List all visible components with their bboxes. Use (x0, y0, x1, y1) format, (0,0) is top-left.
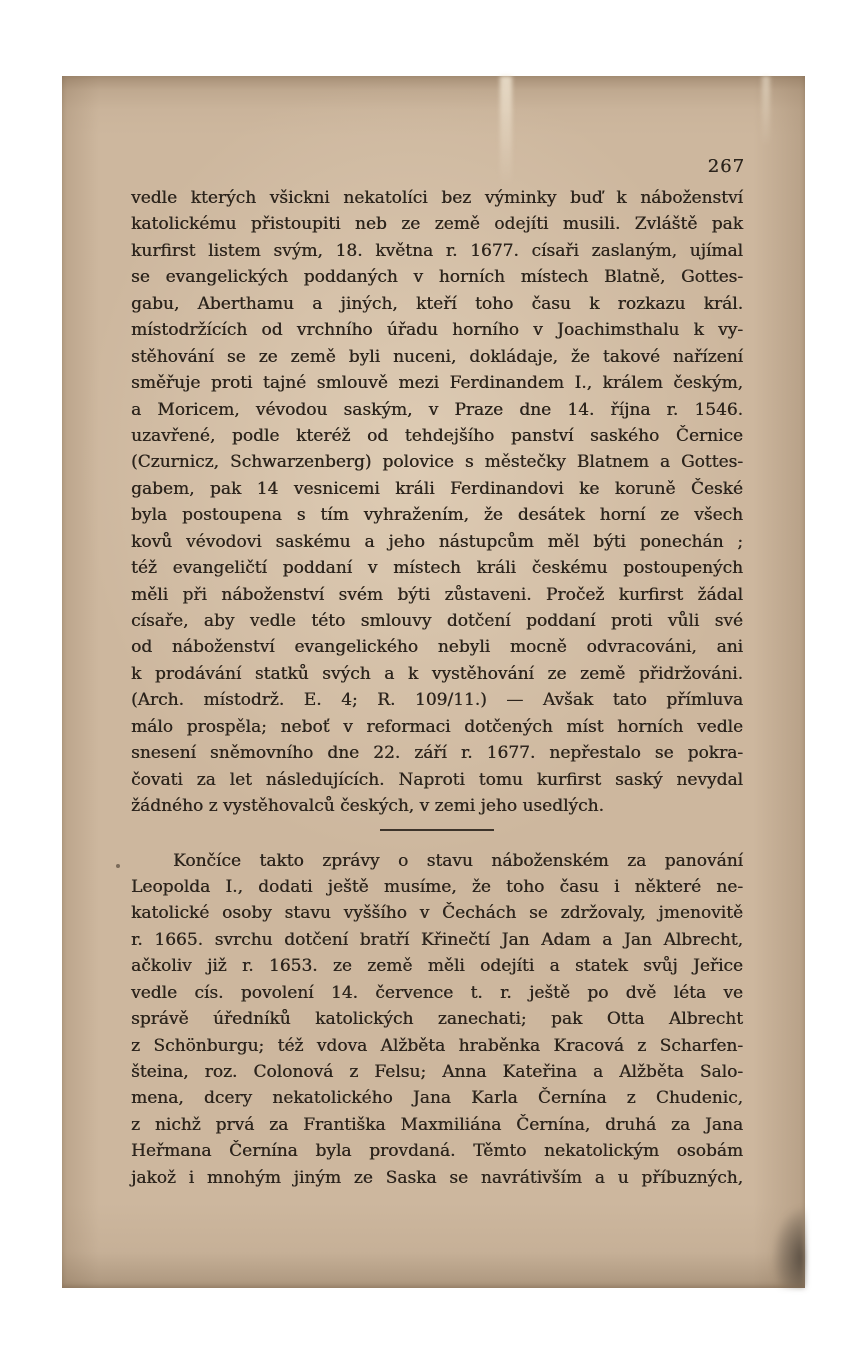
text-line: směřuje proti tajné smlouvě mezi Ferdinandem I., králem českým, (131, 373, 743, 394)
text-line: Heřmana Černína byla provdaná. Těmto nekatolickým osobám (131, 1141, 743, 1162)
text-line: vedle kterých všickni nekatolíci bez výminky buď k náboženství (131, 188, 743, 208)
scan-streak (762, 76, 770, 146)
text-line: též evangeličtí poddaní v místech králi českému postoupených (131, 558, 743, 579)
section-divider (380, 829, 494, 831)
text-line: správě úředníků katolických zanechati; pak Otta Albrecht (131, 1009, 743, 1030)
page-number: 267 (707, 156, 745, 177)
text-line: měli při náboženství svém býti zůstaveni. Pročež kurfirst žádal (131, 584, 743, 605)
page-corner-shadow (757, 1178, 805, 1288)
text-line: místodržících od vrchního úřadu horního v Joachimsthalu k vy- (131, 320, 743, 341)
text-line: z nichž prvá za Františka Maxmiliána Černína, druhá za Jana (131, 1114, 743, 1135)
text-line: gabem, pak 14 vesnicemi králi Ferdinandovi ke koruně České (131, 478, 743, 499)
text-line: a Moricem, vévodou saským, v Praze dne 14. října r. 1546. (131, 399, 743, 420)
text-line: vedle cís. povolení 14. července t. r. ještě po dvě léta ve (131, 982, 743, 1003)
text-line: (Czurnicz, Schwarzenberg) polovice s městečky Blatnem a Gottes- (131, 452, 743, 473)
text-line: Leopolda I., dodati ještě musíme, že toho času i některé ne- (131, 876, 743, 897)
text-line: málo prospěla; neboť v reformaci dotčených míst horních vedle (131, 716, 743, 737)
text-line: Končíce takto zprávy o stavu náboženském za panování (173, 850, 743, 871)
text-block (131, 185, 743, 1191)
text-line: uzavřené, podle kteréž od tehdejšího panství saského Černice (131, 425, 743, 446)
text-line: snesení sněmovního dne 22. září r. 1677. nepřestalo se pokra- (131, 743, 743, 764)
text-line: stěhování se ze země byli nuceni, dokládaje, že takové nařízení (131, 346, 743, 367)
text-line: ačkoliv již r. 1653. ze země měli odejíti a statek svůj Jeřice (131, 956, 743, 977)
text-line: kurfirst listem svým, 18. května r. 1677. císaři zaslaným, ujímal (131, 240, 743, 261)
text-line: z Schönburgu; též vdova Alžběta hraběnka Kracová z Scharfen- (131, 1035, 743, 1056)
text-line: byla postoupena s tím vyhražením, že desátek horní ze všech (131, 505, 743, 526)
text-line: se evangelických poddaných v horních místech Blatně, Gottes- (131, 267, 743, 288)
text-line: katolické osoby stavu vyššího v Čechách se zdržovaly, jmenovitě (131, 903, 743, 924)
text-line: jakož i mnohým jiným ze Saska se navrátivším a u příbuzných, (131, 1167, 743, 1188)
scan-streak (500, 76, 512, 186)
text-line: od náboženství evangelického nebyli mocně odvracováni, ani (131, 637, 743, 658)
paragraph (131, 848, 743, 1192)
text-line: kovů vévodovi saskému a jeho nástupcům měl býti ponechán ; (131, 531, 743, 552)
text-line: čovati za let následujících. Naproti tomu kurfirst saský nevydal (131, 769, 743, 790)
text-line: r. 1665. svrchu dotčení bratří Křinečtí Jan Adam a Jan Albrecht, (131, 929, 743, 950)
text-line: (Arch. místodrž. E. 4; R. 109/11.) — Avšak tato přímluva (131, 690, 743, 711)
text-line: gabu, Aberthamu a jiných, kteří toho času k rozkazu král. (131, 293, 743, 314)
margin-ink-speck (116, 864, 120, 868)
paragraph (131, 185, 743, 820)
book-page (62, 76, 805, 1288)
text-line: žádného z vystěhovalců českých, v zemi jeho usedlých. (131, 796, 604, 817)
text-line: k prodávání statků svých a k vystěhování ze země přidržováni. (131, 663, 743, 684)
text-line: císaře, aby vedle této smlouvy dotčení poddaní proti vůli své (131, 611, 743, 631)
text-line: šteina, roz. Colonová z Felsu; Anna Kateřina a Alžběta Salo- (131, 1062, 743, 1082)
text-line: mena, dcery nekatolického Jana Karla Černína z Chudenic, (131, 1088, 743, 1109)
text-line: katolickému přistoupiti neb ze země odejíti musili. Zvláště pak (131, 214, 743, 235)
